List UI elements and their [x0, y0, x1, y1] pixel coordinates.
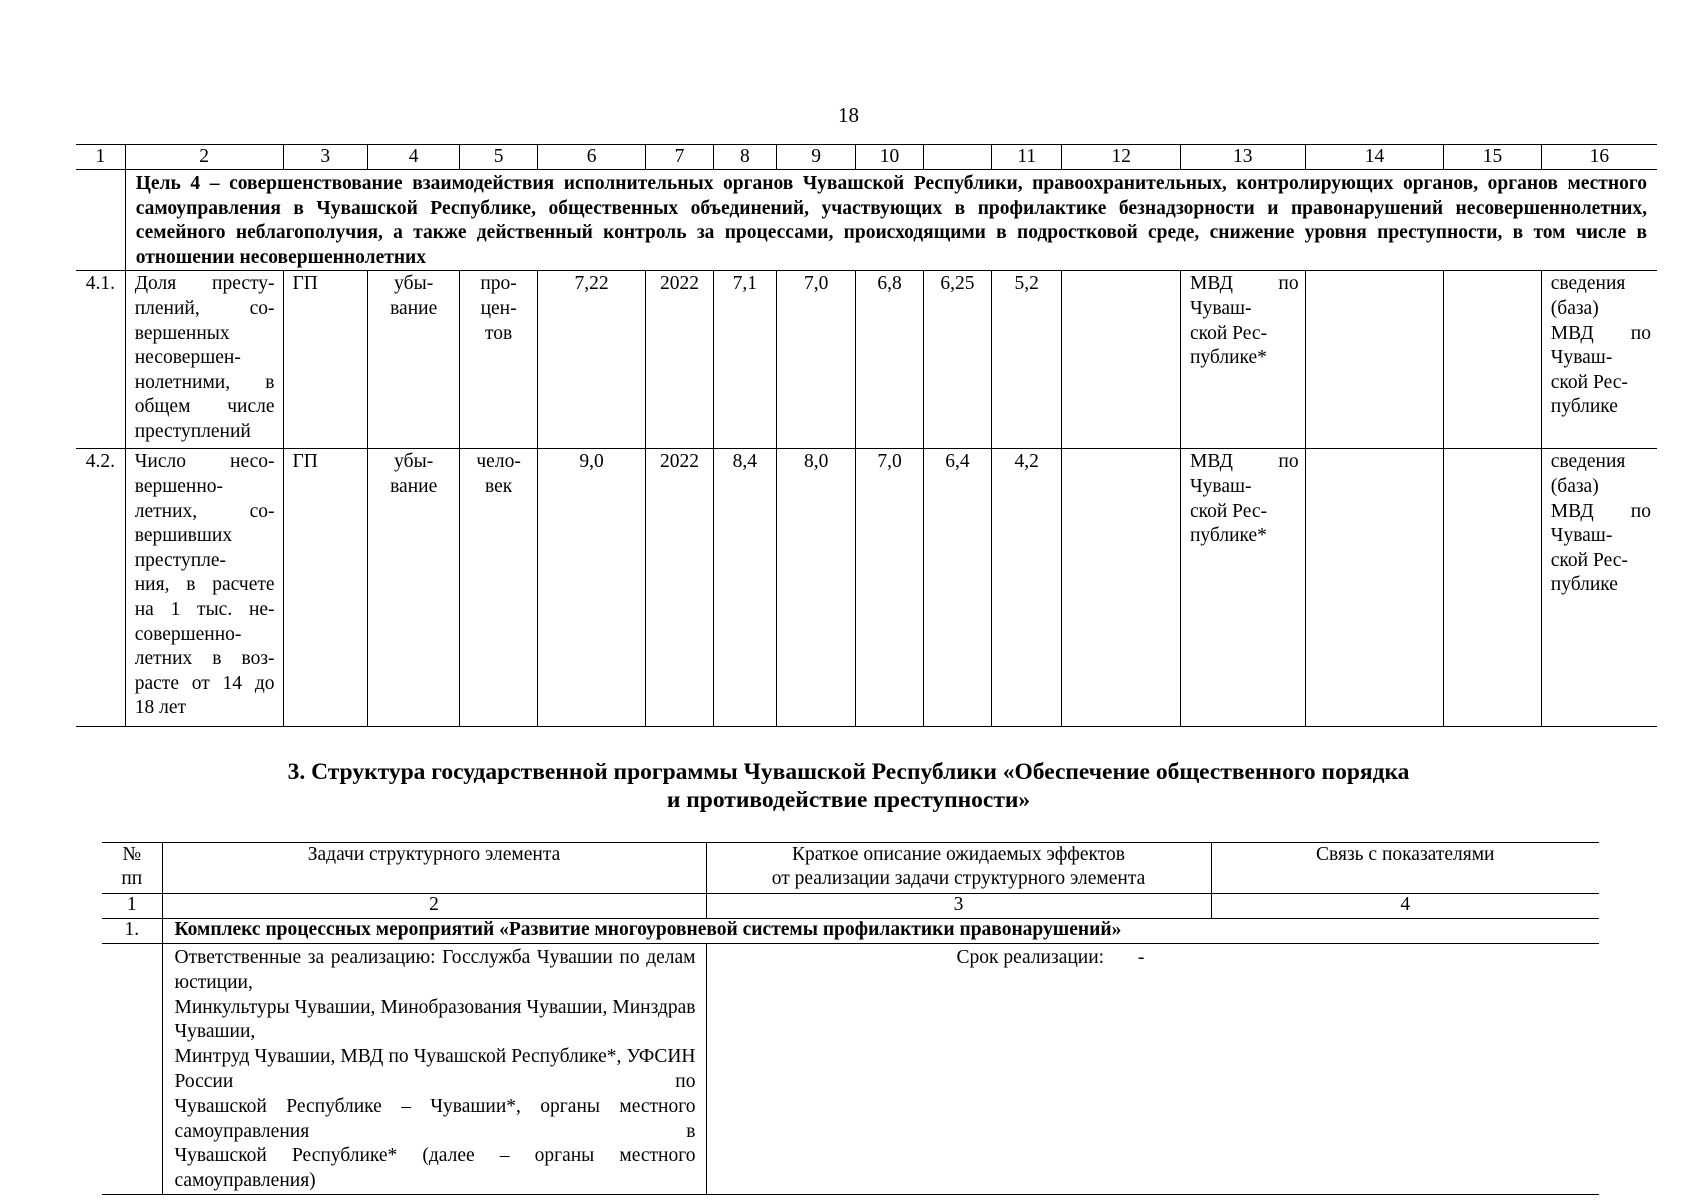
indicator-direction: убы- вание — [367, 271, 459, 449]
col-number: 1 — [102, 894, 162, 919]
goal-row — [76, 170, 1657, 271]
base-value: 7,22 — [537, 271, 646, 449]
value-col-10b: 6,4 — [923, 449, 991, 727]
indicators-table — [76, 144, 1657, 727]
indicator-level: ГП — [283, 449, 367, 727]
col-number: 10 — [856, 145, 923, 170]
col-number: 11 — [992, 145, 1062, 170]
column-numbers-row — [102, 894, 1599, 919]
header-number: № пп — [102, 843, 162, 894]
table-row — [76, 271, 1657, 449]
col-number: 15 — [1444, 145, 1541, 170]
col-number: 1 — [76, 145, 125, 170]
base-year: 2022 — [646, 271, 713, 449]
task-title: Комплекс процессных мероприятий «Развитие многоуровневой системы профилактики правонарушений» — [162, 919, 1599, 944]
table-row — [76, 449, 1657, 727]
indicator-unit: про- цен- тов — [460, 271, 537, 449]
value-col-12 — [1062, 271, 1181, 449]
section-title-line-1: 3. Структура государственной программы Чувашской Республики «Обеспечение общественного порядка — [287, 759, 1410, 785]
value-col-8: 8,4 — [713, 449, 776, 727]
column-numbers-row — [76, 145, 1657, 170]
section-title — [0, 758, 1697, 814]
value-col-15 — [1444, 449, 1541, 727]
value-col-14 — [1305, 449, 1444, 727]
value-col-15 — [1444, 271, 1541, 449]
term-value: - — [1137, 947, 1145, 968]
col-number — [923, 145, 991, 170]
value-col-10b: 6,25 — [923, 271, 991, 449]
value-col-12 — [1062, 449, 1181, 727]
base-year: 2022 — [646, 449, 713, 727]
indicator-name: Число несо- вершенно- летних, со- вершивших преступле- ния, в расчете на 1 тыс. не- совершенно- летних в воз- расте от 14 до 18 лет — [125, 449, 283, 727]
information-source: сведения (база) МВД по Чуваш- ской Рес- публике — [1541, 271, 1657, 449]
indicator-number: 4.2. — [76, 449, 125, 727]
value-col-14 — [1305, 271, 1444, 449]
col-number: 2 — [125, 145, 283, 170]
value-col-9: 7,0 — [776, 271, 855, 449]
indicator-name: Доля престу- плений, со- вершенных несовершен- нолетними, в общем числе преступлений — [125, 271, 283, 449]
responsible-agency: МВД по Чуваш- ской Рес- публике* — [1180, 271, 1305, 449]
task-row — [102, 919, 1599, 944]
responsible-text: Ответственные за реализацию: Госслужба Чувашии по делам юстиции, Минкультуры Чувашии, Минобразования Чувашии, Минздрав Чувашии, Минтруд Чувашии, МВД по Чувашской Республике*, УФСИН России по Чувашской Республике – Чувашии*, органы местного самоуправления в Чувашской Республике* (далее – органы местного самоуправления) — [162, 944, 706, 1195]
header-effects: Краткое описание ожидаемых эффектов от реализации задачи структурного элемента — [706, 843, 1211, 894]
col-number: 8 — [713, 145, 776, 170]
col-number: 3 — [283, 145, 367, 170]
base-value: 9,0 — [537, 449, 646, 727]
value-col-9: 8,0 — [776, 449, 855, 727]
col-number: 4 — [367, 145, 459, 170]
col-number: 13 — [1180, 145, 1305, 170]
information-source: сведения (база) МВД по Чуваш- ской Рес- публике — [1541, 449, 1657, 727]
col-number: 5 — [460, 145, 537, 170]
indicator-level: ГП — [283, 271, 367, 449]
value-col-10: 6,8 — [856, 271, 923, 449]
structure-table — [102, 842, 1599, 1195]
col-number: 14 — [1305, 145, 1444, 170]
col-number: 7 — [646, 145, 713, 170]
col-number: 3 — [706, 894, 1211, 919]
value-col-11: 5,2 — [992, 271, 1062, 449]
indicator-number: 4.1. — [76, 271, 125, 449]
col-number: 16 — [1541, 145, 1657, 170]
responsible-empty-cell — [102, 944, 162, 1195]
col-number: 9 — [776, 145, 855, 170]
goal-text: Цель 4 – совершенствование взаимодействия исполнительных органов Чувашской Республики, правоохранительных, контролирующих органов, органов местного самоуправления в Чувашской Республике, общественных объединений, участвующих в профилактике безнадзорности и правонарушений несовершеннолетних, семейного неблагополучия, а также действенный контроль за процессами, происходящими в подростковой среде, снижение уровня преступности, в том числе в отношении несовершеннолетних — [125, 170, 1657, 271]
goal-empty-cell — [76, 170, 125, 271]
value-col-10: 7,0 — [856, 449, 923, 727]
col-number: 6 — [537, 145, 646, 170]
page-number: 18 — [838, 103, 859, 127]
indicator-direction: убы- вание — [367, 449, 459, 727]
responsible-row — [102, 944, 1599, 1195]
header-links: Связь с показателями — [1211, 843, 1599, 894]
section-title-line-2: и противодействие преступности» — [666, 787, 1031, 813]
implementation-term — [706, 944, 1599, 1195]
value-col-11: 4,2 — [992, 449, 1062, 727]
task-number: 1. — [102, 919, 162, 944]
header-row — [102, 843, 1599, 894]
term-label: Срок реализации: — [956, 947, 1105, 968]
value-col-8: 7,1 — [713, 271, 776, 449]
col-number: 12 — [1062, 145, 1181, 170]
col-number: 2 — [162, 894, 706, 919]
col-number: 4 — [1211, 894, 1599, 919]
indicator-unit: чело- век — [460, 449, 537, 727]
header-tasks: Задачи структурного элемента — [162, 843, 706, 894]
responsible-agency: МВД по Чуваш- ской Рес- публике* — [1180, 449, 1305, 727]
